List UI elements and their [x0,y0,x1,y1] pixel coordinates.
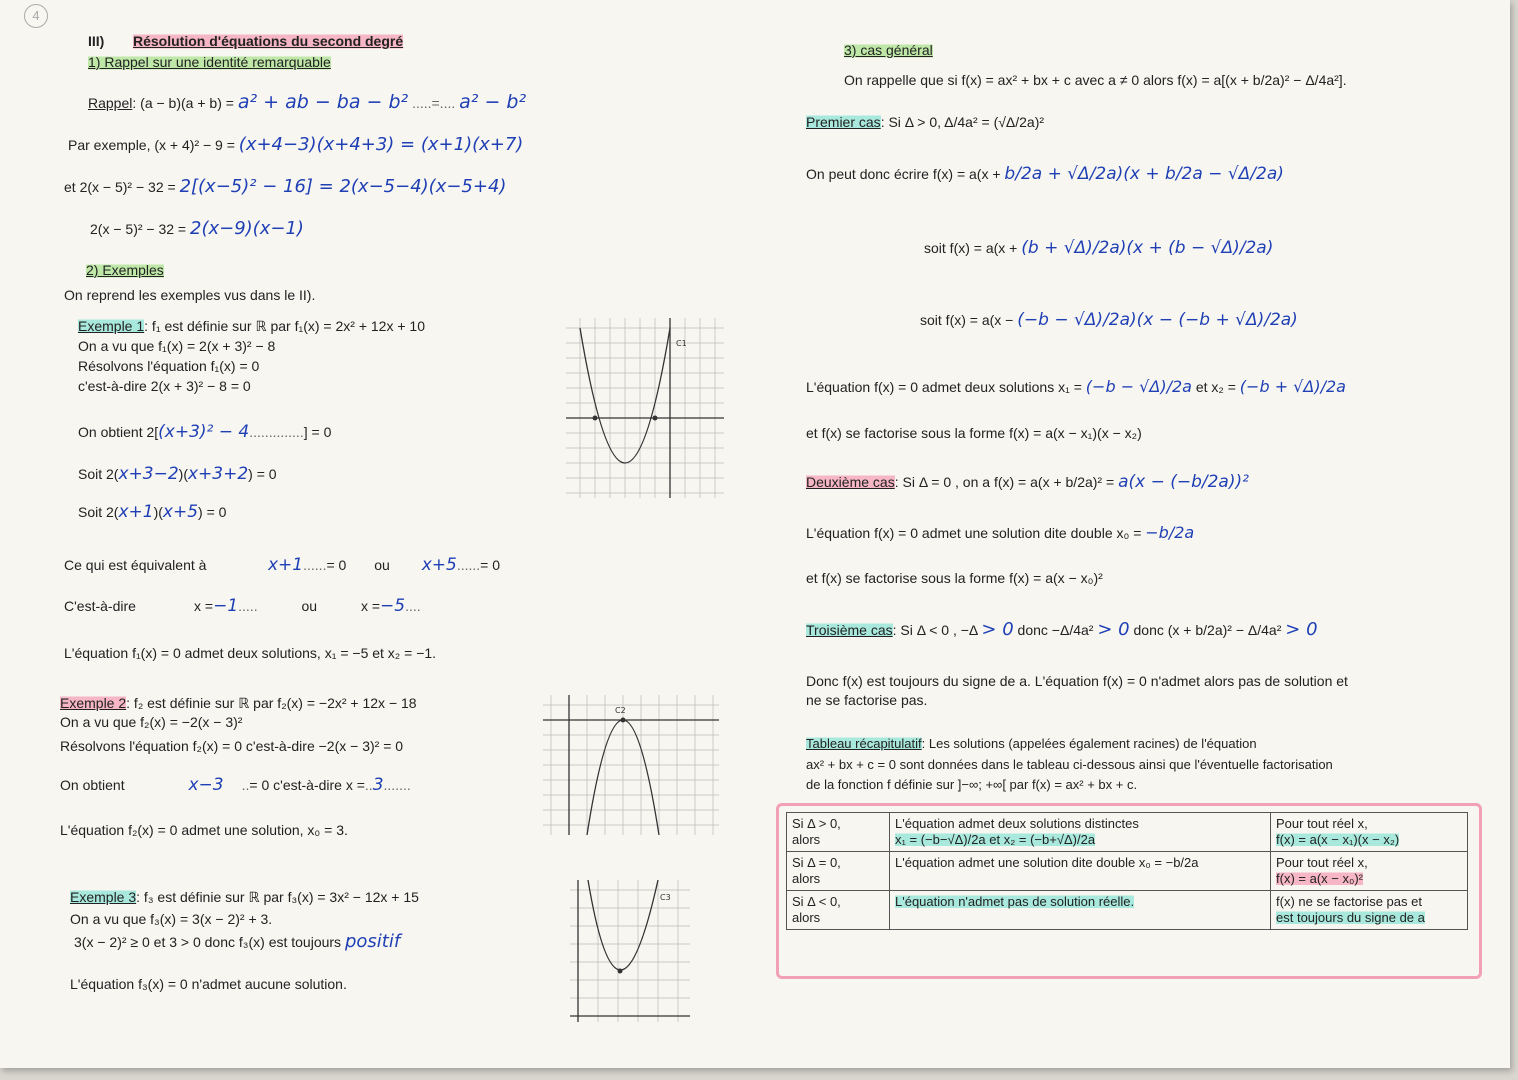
tableau-intro-1 [806,735,1257,752]
example-2-line-3: Résolvons l'équation f₂(x) = 0 c'est-à-dire −2(x − 3)² = 0 [60,738,404,754]
case-3-line [806,621,1318,639]
example-3-line-3 [74,933,400,951]
soit-2-line [78,504,226,521]
equivalent-eq-1: = 0 [326,557,347,573]
table-cell: Si Δ > 0, alors [787,813,890,852]
rappel-label: Rappel [88,95,133,111]
case-1-line [806,114,1044,131]
case-3-handwritten-1: > 0 [981,619,1014,640]
equivalent-eq-2: = 0 [480,557,501,573]
soit-2-handwritten-b: x+5 [162,502,199,522]
soit-1-handwritten-a: x+3−2 [118,464,179,484]
cest-label: C'est-à-dire [64,598,136,614]
ecrire-text: On peut donc écrire f(x) = a(x + [806,166,1001,182]
double-solution-text: L'équation f(x) = 0 admet une solution dite double x₀ = [806,525,1142,541]
soit-a-text: soit f(x) = a(x + [924,240,1018,256]
table-cell: L'équation admet deux solutions distinctes x₁ = (−b−√Δ)/2a et x₂ = (−b+√Δ)/2a [890,813,1271,852]
equivalent-handwritten-2: x+5 [421,555,457,575]
soit-a-line [924,240,1273,257]
tableau-text-1: : Les solutions (appelées également racines) de l'équation [921,736,1257,751]
example-2-obtient: On obtient [60,777,125,793]
two-solutions-line [806,378,1346,396]
table-cell: Si Δ = 0, alors [787,852,890,891]
subsection-1-title: 1) Rappel sur une identité remarquable [88,54,331,70]
table-row [787,813,1468,852]
soit-1-handwritten-b: x+3+2 [187,464,249,484]
ecrire-line [806,166,1284,183]
case-3-handwritten-3: > 0 [1285,619,1318,640]
tableau-intro-3: de la fonction f définie sur ]−∞; +∞[ par f(x) = ax² + bx + c. [806,777,1138,792]
graph-c3 [570,880,690,1022]
example-2-line-2: On a vu que f₂(x) = −2(x − 3)² [60,714,243,730]
table-row [787,891,1468,930]
cest-ou: ou [301,598,318,614]
case-2-text: : Si Δ = 0 , on a f(x) = a(x + b/2a)² = [894,474,1115,490]
case-3-donc-2: donc (x + b/2a)² − Δ/4a² [1133,622,1282,638]
donc-line-1: Donc f(x) est toujours du signe de a. L'équation f(x) = 0 n'admet alors pas de solution et [806,673,1348,689]
example-2-label: Exemple 2 [60,695,127,711]
soit-2-end: ) = 0 [198,504,227,520]
example-3-handwritten: positif [344,931,401,952]
example-2-conclusion: L'équation f₂(x) = 0 admet une solution, x₀ = 3. [60,822,348,838]
soit-a-handwritten: (b + √Δ)/2a)(x + (b − √Δ)/2a) [1021,238,1274,258]
equivalent-handwritten-1: x+1 [268,555,304,575]
table-cell: Pour tout réel x, f(x) = a(x − x₀)² [1271,852,1468,891]
example-2-handwritten-1: x−3 [188,775,224,795]
rappel-handwritten-1: a² + ab − ba − b² [237,91,409,113]
graph-c1 [566,318,724,498]
example-line [68,136,523,154]
donc-line-2: ne se factorise pas. [806,692,928,708]
graph-c2 [543,695,719,835]
case-1-label: Premier cas [806,114,881,130]
rappel-line: Rappel: (a − b)(a + b) = a² + ab − ba − b² .....=.... a² − b² [88,91,527,113]
reprend-text: On reprend les exemples vus dans le II). [64,287,316,303]
factorisation-1: et f(x) se factorise sous la forme f(x) = a(x − x₁)(x − x₂) [806,425,1142,441]
table-cell: Si Δ < 0, alors [787,891,890,930]
cest-x-2: x = [360,598,381,614]
recap-table [786,812,1468,930]
example-1-label: Exemple 1 [78,318,145,334]
example-2-handwritten-2: 3 [372,775,384,795]
soit-1-label: Soit 2( [78,466,119,482]
two-solutions-text: L'équation f(x) = 0 admet deux solutions x₁ = [806,379,1082,395]
soit-b-handwritten: (−b − √Δ)/2a)(x − (−b + √Δ)/2a) [1017,310,1298,330]
cest-handwritten-1: −1 [213,596,239,616]
equivalent-values: x+1......= 0 ou x+5......= 0 [268,555,501,575]
tableau-label: Tableau récapitulatif [806,736,922,751]
case-3-text: : Si Δ < 0 , −Δ [892,622,978,638]
soit-1-end: ) = 0 [248,466,277,482]
case-3-handwritten-2: > 0 [1097,619,1130,640]
table-row [787,852,1468,891]
et-label: et 2(x − 5)² − 32 = [64,179,176,195]
case-2-line [806,474,1249,491]
ecrire-handwritten: b/2a + √Δ/2a)(x + b/2a − √Δ/2a) [1004,164,1284,184]
obtient-handwritten: (x+3)² − 4 [158,422,250,442]
graph-c1-label: C1 [676,339,687,348]
et-line [64,178,506,196]
cest-values: x =−1..... ou x =−5.... [194,596,421,616]
et2-handwritten: 2(x−9)(x−1) [190,218,304,239]
example-2-def: : f₂ est définie sur ℝ par f₂(x) = −2x² + 12x − 18 [126,695,417,711]
soit-1-mid: )( [178,466,188,482]
soit-2-mid: )( [153,504,163,520]
double-solution-handwritten: −b/2a [1145,523,1195,542]
case-3-donc-1: donc −Δ/4a² [1017,622,1094,638]
et2-label: 2(x − 5)² − 32 = [90,221,187,237]
example-1-line-4: c'est-à-dire 2(x + 3)² − 8 = 0 [78,378,251,394]
obtient-line: On obtient 2[(x+3)² − 4..............] = 0 [78,422,332,442]
example-3-def: : f₃ est définie sur ℝ par f₃(x) = 3x² − 12x + 15 [136,889,419,905]
example-2-obtient-line: On obtient x−3 ..= 0 c'est-à-dire x =..3....... [60,775,411,795]
example-3-label: Exemple 3 [70,889,137,905]
example-3-conclusion: L'équation f₃(x) = 0 n'admet aucune solution. [70,976,347,992]
case-1-text: : Si Δ > 0, Δ/4a² = (√Δ/2a)² [880,114,1045,130]
table-cell: L'équation admet une solution dite double x₀ = −b/2a [890,852,1271,891]
example-1-header [78,318,425,335]
cest-handwritten-2: −5 [380,596,406,616]
rappel-handwritten-2: a² − b² [459,91,527,113]
graph-c2-label: C2 [615,706,626,715]
subsection-2-title: 2) Exemples [86,262,164,278]
tableau-intro-2: ax² + bx + c = 0 sont données dans le tableau ci-dessous ainsi que l'éventuelle factorisation [806,757,1333,772]
soit-b-line [920,312,1298,329]
example-1-line-2: On a vu que f₁(x) = 2(x + 3)² − 8 [78,338,276,354]
case-2-label: Deuxième cas [806,474,895,490]
table-cell: Pour tout réel x, f(x) = a(x − x₁)(x − x₂) [1271,813,1468,852]
double-solution-line [806,524,1194,542]
case-2-handwritten: a(x − (−b/2a))² [1118,472,1249,492]
soit-1-line [78,466,277,483]
rappel-formula: : (a − b)(a + b) = [132,95,234,111]
section-title: Résolution d'équations du second degré [133,33,404,49]
obtient-end: ] = 0 [303,424,332,440]
soit-b-text: soit f(x) = a(x − [920,312,1014,328]
et-handwritten: 2[(x−5)² − 16] = 2(x−5−4)(x−5+4) [179,176,507,197]
two-solutions-x1: (−b − √Δ)/2a [1085,377,1192,396]
section-number: III) [88,33,105,49]
example-2-mid: = 0 c'est-à-dire x = [249,777,365,793]
factorisation-2: et f(x) se factorise sous la forme f(x) = a(x − x₀)² [806,570,1103,586]
equivalent-label: Ce qui est équivalent à [64,557,207,573]
example-1-line-3: Résolvons l'équation f₁(x) = 0 [78,358,260,374]
soit-2-handwritten-a: x+1 [118,502,154,522]
example-label: Par exemple, (x + 4)² − 9 = [68,137,235,153]
subsection-3-title: 3) cas général [844,42,933,58]
two-solutions-x2: (−b + √Δ)/2a [1239,377,1346,396]
page-number: 4 [24,4,48,28]
example-handwritten: (x+4−3)(x+4+3) = (x+1)(x+7) [238,134,524,155]
graph-c3-label: C3 [660,893,671,902]
et2-line [90,220,304,238]
rappelle-text: On rappelle que si f(x) = ax² + bx + c avec a ≠ 0 alors f(x) = a[(x + b/2a)² − Δ/4a²]. [844,72,1347,88]
two-solutions-et: et x₂ = [1195,379,1236,395]
example-2-header [60,695,417,712]
equivalent-ou: ou [374,557,390,573]
soit-2-label: Soit 2( [78,504,119,520]
example-1-def: : f₁ est définie sur ℝ par f₁(x) = 2x² + 12x + 10 [144,318,425,334]
example-1-conclusion: L'équation f₁(x) = 0 admet deux solutions, x₁ = −5 et x₂ = −1. [64,645,437,661]
table-cell: L'équation n'admet pas de solution réelle. [890,891,1271,930]
cest-x-1: x = [194,598,214,614]
example-3-text: 3(x − 2)² ≥ 0 et 3 > 0 donc f₃(x) est toujours [74,934,342,950]
table-cell: f(x) ne se factorise pas et est toujours du signe de a [1271,891,1468,930]
example-3-header [70,889,419,906]
obtient-label: On obtient 2[ [78,424,159,440]
case-3-label: Troisième cas [806,622,893,638]
example-3-line-2: On a vu que f₃(x) = 3(x − 2)² + 3. [70,911,273,927]
